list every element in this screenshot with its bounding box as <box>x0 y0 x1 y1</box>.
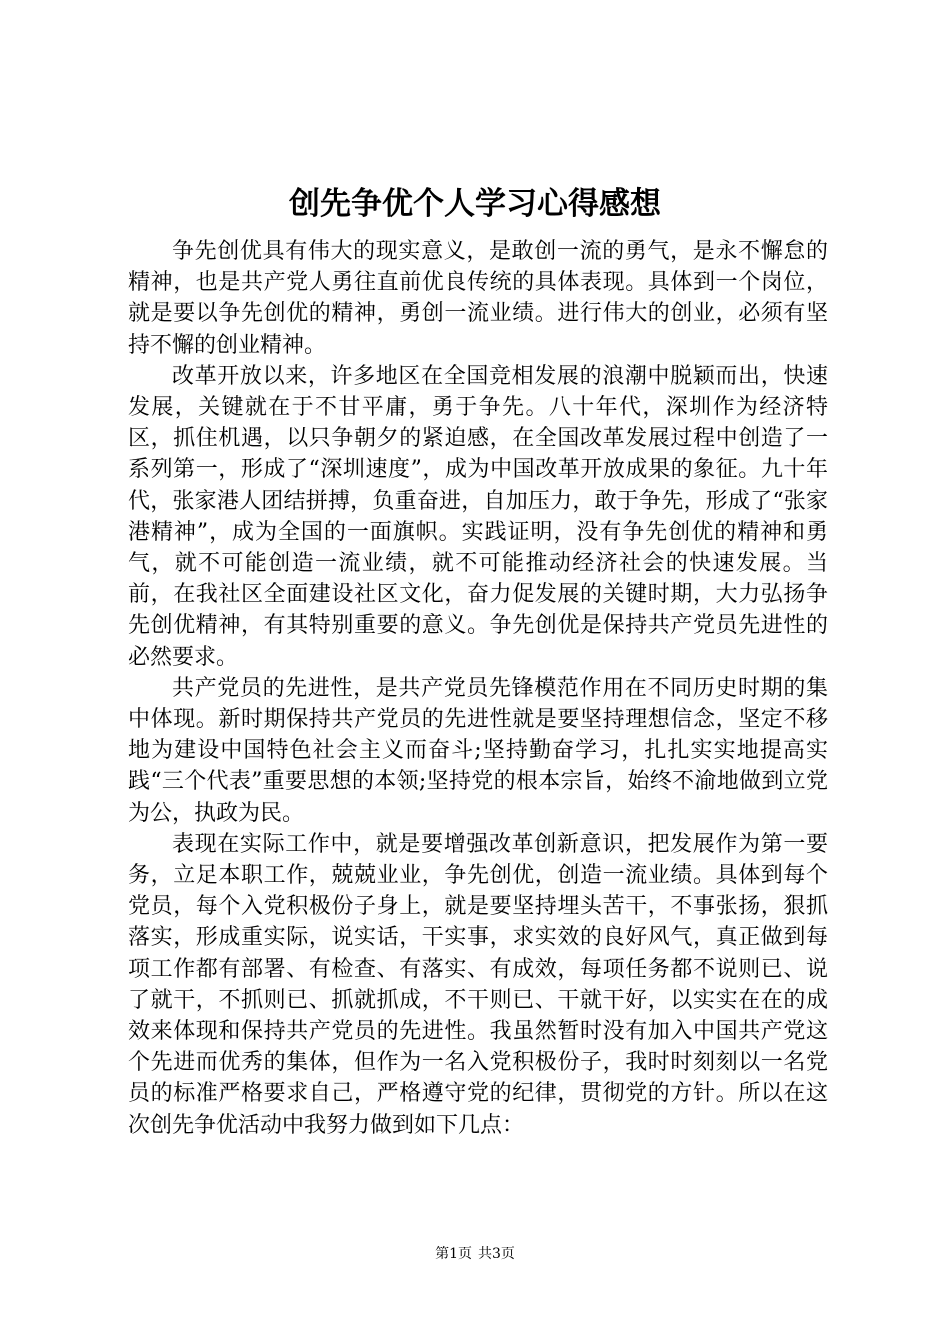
document-body <box>128 236 828 1141</box>
page-number-total: 共3页 <box>478 1246 515 1262</box>
document-title: 创先争优个人学习心得感想 <box>289 186 661 222</box>
paragraph-2: 改革开放以来，许多地区在全国竞相发展的浪潮中脱颖而出，快速发展，关键就在于不甘平庸，勇于争先。八十年代，深圳作为经济特区，抓住机遇，以只争朝夕的紧迫感，在全国改革发展过程中创造了一系列第一，形成了“深圳速度”，成为中国改革开放成果的象征。九十年代，张家港人团结拼搏，负重奋进，自加压力，敢于争先，形成了“张家港精神”，成为全国的一面旗帜。实践证明，没有争先创优的精神和勇气，就不可能创造一流业绩，就不可能推动经济社会的快速发展。当前，在我社区全面建设社区文化，奋力促发展的关键时期，大力弘扬争先创优精神，有其特别重要的意义。争先创优是保持共产党员先进性的必然要求。 <box>128 363 828 670</box>
page-number-current: 第1页 <box>435 1246 472 1262</box>
paragraph-4: 表现在实际工作中，就是要增强改革创新意识，把发展作为第一要务，立足本职工作，兢兢业业，争先创优，创造一流业绩。具体到每个党员，每个入党积极份子身上，就是要坚持埋头苦干，不事张扬，狠抓落实，形成重实际，说实话，干实事，求实效的良好风气，真正做到每项工作都有部署、有检查、有落实、有成效，每项任务都不说则已、说了就干，不抓则已、抓就抓成，不干则已、干就干好，以实实在在的成效来体现和保持共产党员的先进性。我虽然暂时没有加入中国共产党这个先进而优秀的集体，但作为一名入党积极份子，我时时刻刻以一名党员的标准严格要求自己，严格遵守党的纪律，贯彻党的方针。所以在这次创先争优活动中我努力做到如下几点： <box>128 831 828 1138</box>
paragraph-1: 争先创优具有伟大的现实意义，是敢创一流的勇气，是永不懈怠的精神，也是共产党人勇往直前优良传统的具体表现。具体到一个岗位，就是要以争先创优的精神，勇创一流业绩。进行伟大的创业，必须有坚持不懈的创业精神。 <box>128 239 828 358</box>
page-footer <box>0 1244 950 1264</box>
paragraph-3: 共产党员的先进性，是共产党员先锋模范作用在不同历史时期的集中体现。新时期保持共产党员的先进性就是要坚持理想信念，坚定不移地为建设中国特色社会主义而奋斗;坚持勤奋学习，扎扎实实地提高实践“三个代表”重要思想的本领;坚持党的根本宗旨，始终不渝地做到立党为公，执政为民。 <box>128 675 828 826</box>
